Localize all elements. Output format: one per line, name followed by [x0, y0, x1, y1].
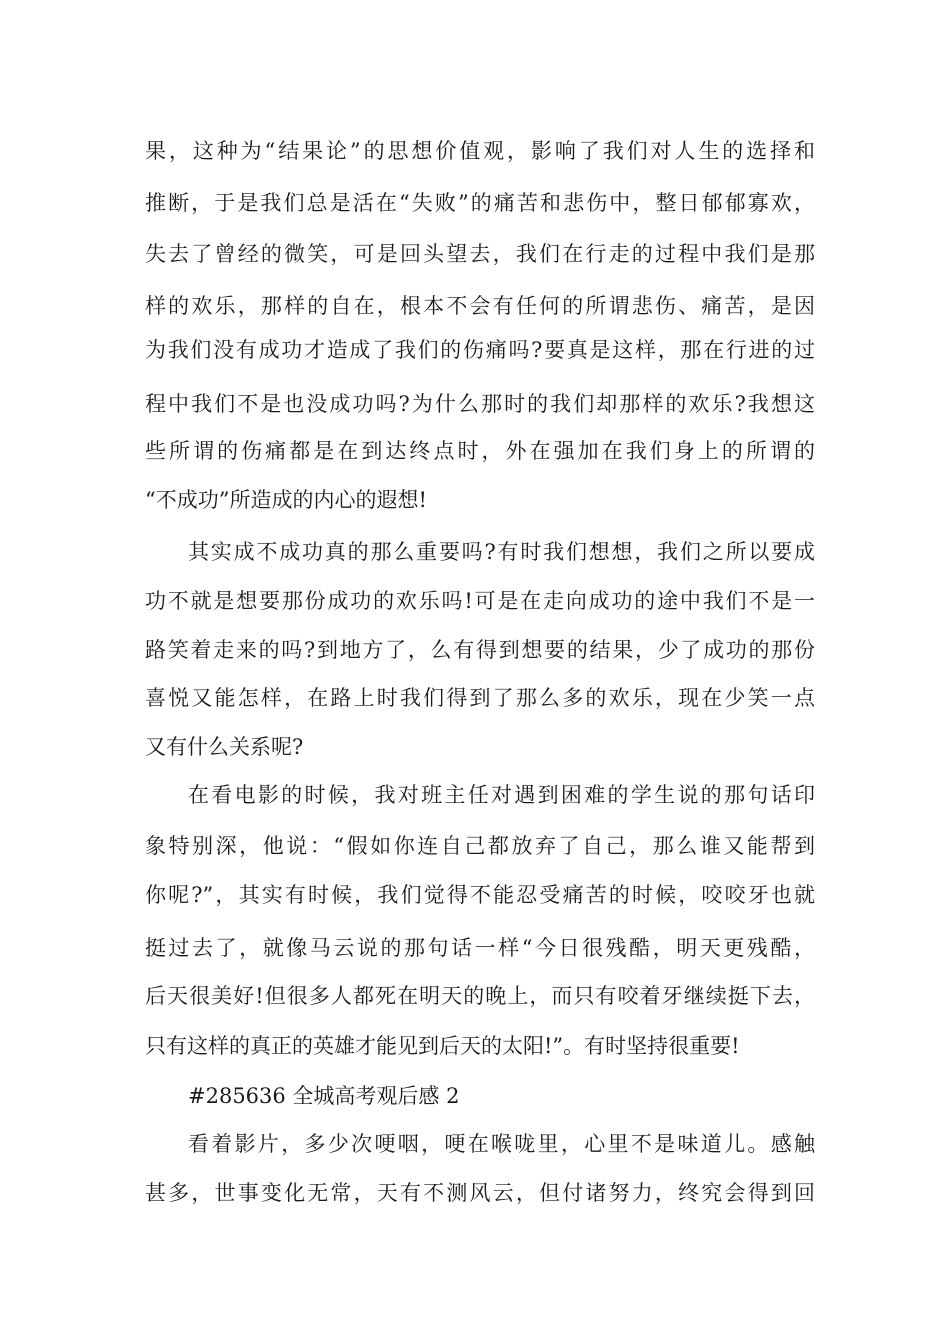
text-line: 象特别深，他说：“假如你连自己都放弃了自己，那么谁又能帮到	[145, 834, 815, 858]
text-line: 甚多，世事变化无常，天有不测风云，但付诸努力，终究会得到回	[145, 1181, 815, 1205]
text-line: 样的欢乐，那样的自在，根本不会有任何的所谓悲伤、痛苦，是因	[145, 294, 815, 318]
text-line: 看着影片，多少次哽咽，哽在喉咙里，心里不是味道儿。感触	[188, 1132, 815, 1156]
text-line: 些所谓的伤痛都是在到达终点时，外在强加在我们身上的所谓的	[145, 439, 815, 463]
text-line: 只有这样的真正的英雄才能见到后天的太阳!”。有时坚持很重要!	[145, 1034, 740, 1058]
text-line: 你呢?”，其实有时候，我们觉得不能忍受痛苦的时候，咬咬牙也就	[145, 883, 815, 907]
text-line: 失去了曾经的微笑，可是回头望去，我们在行走的过程中我们是那	[145, 242, 815, 266]
text-line: 程中我们不是也没成功吗?为什么那时的我们却那样的欢乐?我想这	[145, 392, 815, 416]
text-line: 后天很美好!但很多人都死在明天的晚上，而只有咬着牙继续挺下去，	[145, 984, 815, 1008]
text-line: 喜悦又能怎样，在路上时我们得到了那么多的欢乐，现在少笑一点	[145, 686, 815, 710]
text-line: 为我们没有成功才造成了我们的伤痛吗?要真是这样，那在行进的过	[145, 338, 815, 362]
section-heading: #285636 全城高考观后感 2	[188, 1084, 460, 1108]
text-line: 又有什么关系呢?	[145, 735, 304, 759]
text-line: 挺过去了，就像马云说的那句话一样“今日很残酷，明天更残酷，	[145, 936, 815, 960]
text-line: 路笑着走来的吗?到地方了，么有得到想要的结果，少了成功的那份	[145, 638, 815, 662]
text-line: “不成功”所造成的内心的遐想!	[145, 488, 427, 512]
text-line: 功不就是想要那份成功的欢乐吗!可是在走向成功的途中我们不是一	[145, 589, 815, 613]
text-line: 在看电影的时候，我对班主任对遇到困难的学生说的那句话印	[188, 783, 815, 807]
text-line: 其实成不成功真的那么重要吗?有时我们想想，我们之所以要成	[188, 540, 815, 564]
text-line: 果，这种为“结果论”的思想价值观，影响了我们对人生的选择和	[145, 139, 815, 163]
text-line: 推断，于是我们总是活在“失败”的痛苦和悲伤中，整日郁郁寡欢，	[145, 191, 815, 215]
